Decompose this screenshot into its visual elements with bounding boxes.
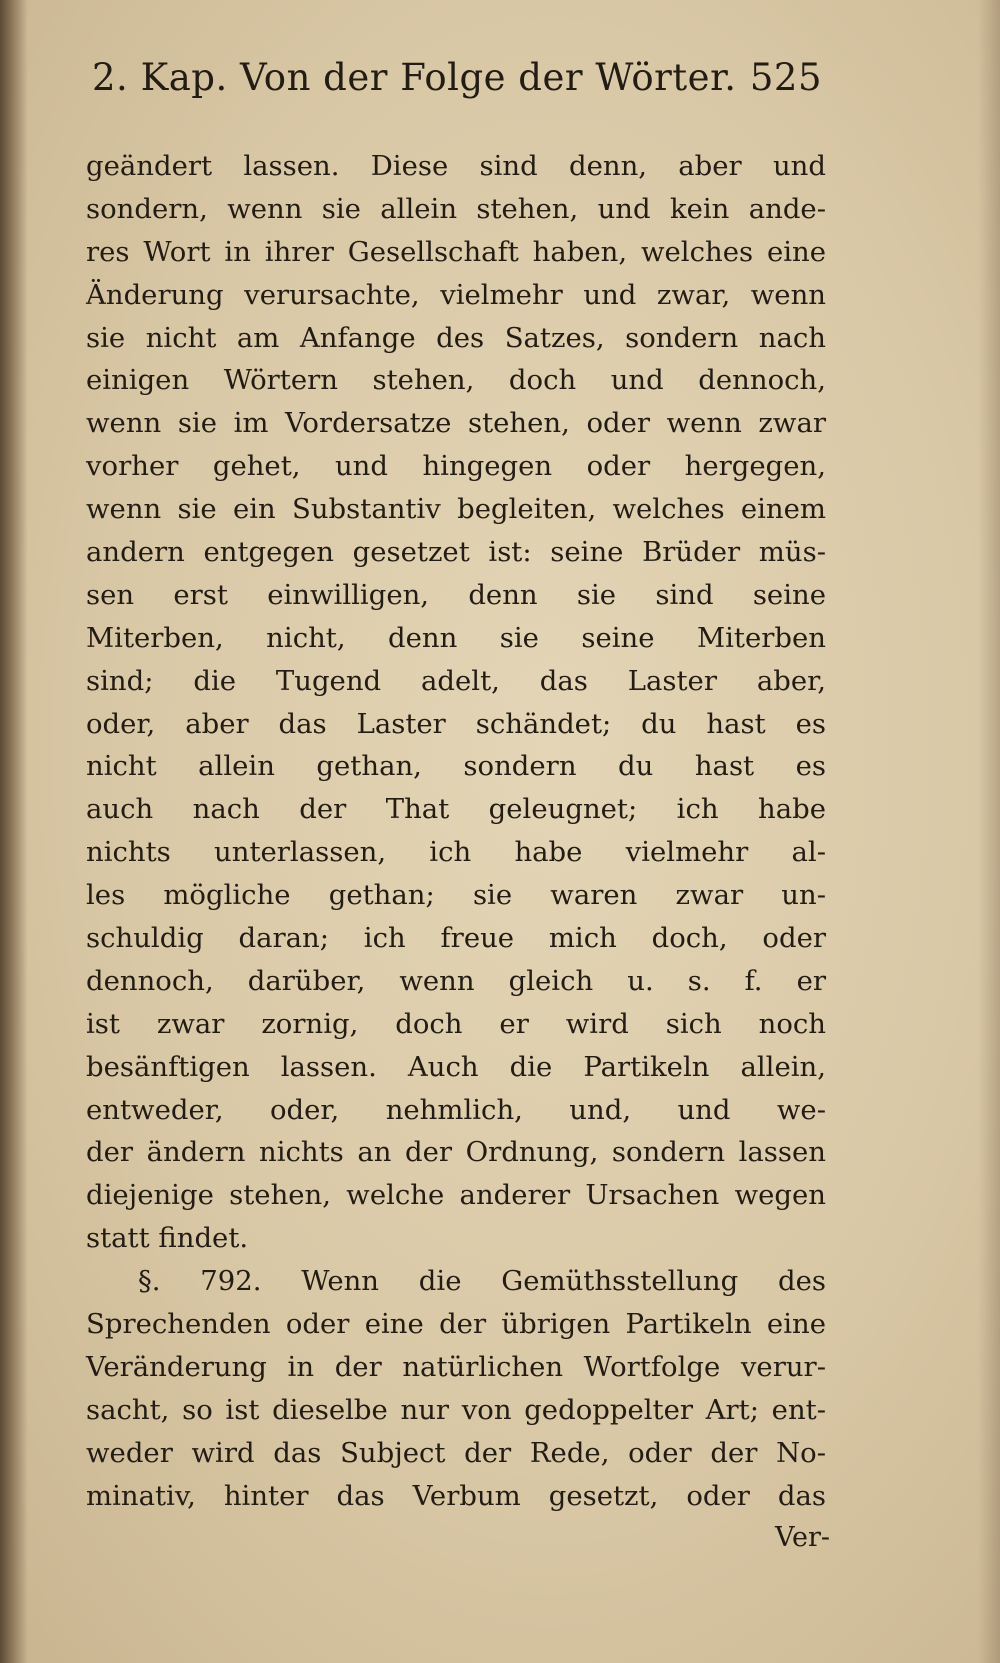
- text-line: Sprechenden oder eine der übrigen Partikeln eine: [86, 1308, 826, 1341]
- text-line: nicht allein gethan, sondern du hast es: [86, 750, 826, 783]
- text-line: dennoch, darüber, wenn gleich u. s. f. er: [86, 964, 826, 997]
- text-line: wenn sie ein Substantiv begleiten, welches einem: [86, 493, 826, 526]
- text-line: Miterben, nicht, denn sie seine Miterben: [86, 621, 826, 654]
- running-header: [92, 56, 822, 112]
- text-line: ist zwar zornig, doch er wird sich noch: [86, 1007, 826, 1040]
- catchword: Ver-: [774, 1522, 830, 1553]
- text-line: Änderung verursachte, vielmehr und zwar, wenn: [86, 278, 826, 311]
- text-line: besänftigen lassen. Auch die Partikeln allein,: [86, 1050, 826, 1083]
- text-line: les mögliche gethan; sie waren zwar un-: [86, 879, 826, 912]
- text-line: wenn sie im Vordersatze stehen, oder wenn zwar: [86, 407, 826, 440]
- text-line: nichts unterlassen, ich habe vielmehr al-: [86, 836, 826, 869]
- text-line: der ändern nichts an der Ordnung, sondern lassen: [86, 1136, 826, 1169]
- text-line: geändert lassen. Diese sind denn, aber und: [86, 150, 826, 182]
- text-line: statt findet.: [86, 1222, 249, 1255]
- text-line: minativ, hinter das Verbum gesetzt, oder das: [86, 1479, 826, 1512]
- text-line: entweder, oder, nehmlich, und, und we-: [86, 1093, 826, 1126]
- body-text: [86, 145, 826, 1518]
- text-line: diejenige stehen, welche anderer Ursachen wegen: [86, 1179, 826, 1212]
- text-line: res Wort in ihrer Gesellschaft haben, welches eine: [86, 235, 826, 268]
- running-title: 2. Kap. Von der Folge der Wörter.: [92, 56, 737, 99]
- text-line: einigen Wörtern stehen, doch und dennoch,: [86, 364, 826, 397]
- section-heading-line: §. 792. Wenn die Gemüthsstellung des: [138, 1265, 826, 1298]
- page-number: 525: [749, 56, 822, 99]
- text-line: schuldig daran; ich freue mich doch, oder: [86, 922, 826, 955]
- text-line: oder, aber das Laster schändet; du hast es: [86, 707, 826, 740]
- text-line: auch nach der That geleugnet; ich habe: [86, 793, 826, 826]
- text-line: sie nicht am Anfange des Satzes, sondern nach: [86, 321, 826, 354]
- text-line: Veränderung in der natürlichen Wortfolge verur-: [86, 1350, 826, 1383]
- text-line: weder wird das Subject der Rede, oder der No-: [86, 1436, 826, 1469]
- text-line: andern entgegen gesetzet ist: seine Brüder müs-: [86, 536, 826, 569]
- text-line: sen erst einwilligen, denn sie sind seine: [86, 578, 826, 611]
- text-line: sind; die Tugend adelt, das Laster aber,: [86, 664, 826, 697]
- text-line: vorher gehet, und hingegen oder hergegen,: [86, 450, 826, 483]
- text-line: sondern, wenn sie allein stehen, und kein ande-: [86, 192, 826, 225]
- text-line: sacht, so ist dieselbe nur von gedoppelter Art; ent-: [86, 1393, 826, 1426]
